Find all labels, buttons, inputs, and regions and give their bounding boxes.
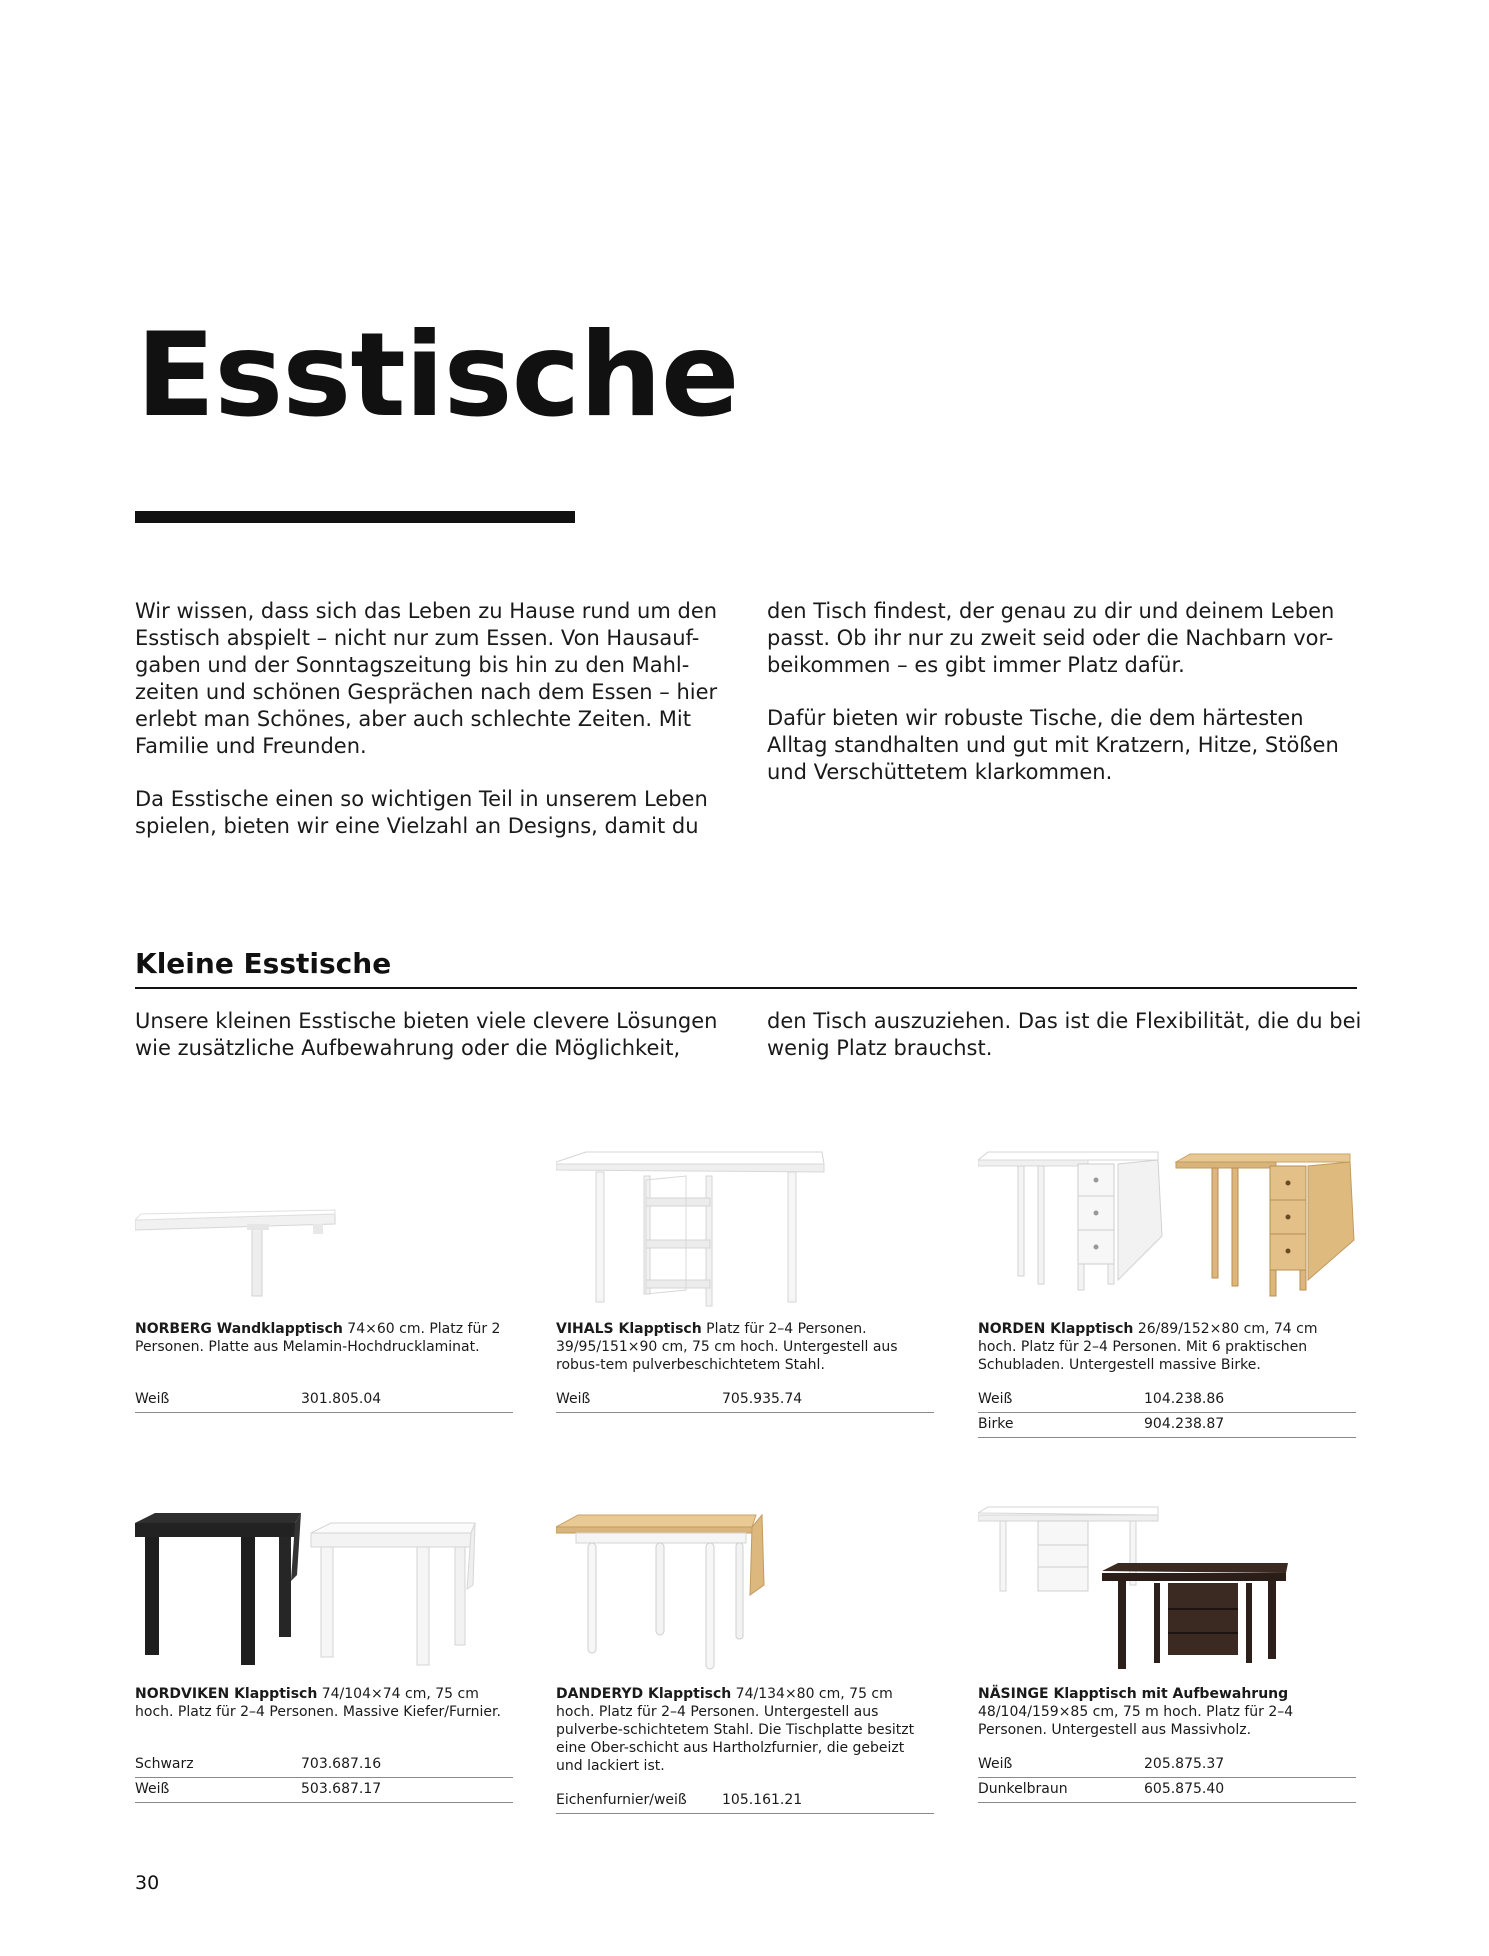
drop-leaf-table-black-white-icon — [135, 1505, 513, 1685]
product-name: NORBERG Wandklapptisch — [135, 1321, 343, 1337]
product-description — [978, 1320, 1356, 1374]
article-number: 904.238.87 — [1144, 1413, 1356, 1438]
product-description — [556, 1685, 934, 1775]
product-image-nordviken — [135, 1505, 513, 1685]
article-number: 605.875.40 — [1144, 1778, 1356, 1803]
article-number: 104.238.86 — [1144, 1388, 1356, 1413]
page-title: Esstische — [136, 308, 739, 443]
section-intro-right — [767, 1008, 1367, 1062]
product-card — [135, 1505, 513, 1803]
article-number: 105.161.21 — [722, 1789, 934, 1814]
section-text: den Tisch auszuziehen. Das ist die Flexibilität, die du bei wenig Platz brauchst. — [767, 1009, 1362, 1060]
gateleg-table-drawers-icon — [978, 1140, 1356, 1320]
product-name: VIHALS Klapptisch — [556, 1321, 702, 1337]
article-number: 705.935.74 — [722, 1388, 934, 1413]
product-description — [135, 1320, 513, 1374]
variant-table — [978, 1753, 1356, 1803]
product-name: NORDEN Klapptisch — [978, 1321, 1134, 1337]
intro-left-column — [135, 598, 735, 866]
product-details: 74/134×80 cm, 75 cm hoch. Platz für 2–4 Personen. Untergestell aus pulverbe-schichtetem Stahl. Die Tischplatte besitzt eine Ober-schicht aus Hartholzfurnier, die gebeizt und lackiert ist. — [556, 1686, 915, 1774]
variant-color: Weiß — [556, 1388, 722, 1413]
table-row — [978, 1388, 1356, 1413]
section-divider — [135, 987, 1357, 989]
table-row — [978, 1413, 1356, 1438]
variant-table — [556, 1388, 934, 1413]
article-number: 205.875.37 — [1144, 1753, 1356, 1778]
intro-paragraph: Wir wissen, dass sich das Leben zu Hause rund um den Esstisch abspielt – nicht nur zum Essen. Von Hausauf-gaben und der Sonntagszeitung bis hin zu den Mahl-zeiten und schönen Gesprächen nach dem Essen – hier erlebt man Schönes, aber auch schlechte Zeiten. Mit Familie und Freunden. — [135, 599, 718, 758]
drop-leaf-table-oak-white-icon — [556, 1505, 934, 1685]
gateleg-table-white-shelves-icon — [556, 1140, 934, 1320]
variant-color: Weiß — [135, 1388, 301, 1413]
table-row — [135, 1388, 513, 1413]
variant-color: Schwarz — [135, 1753, 301, 1778]
product-details: 74×60 cm. Platz für 2 Personen. Platte aus Melamin-Hochdrucklaminat. — [135, 1321, 501, 1355]
article-number: 703.687.16 — [301, 1753, 513, 1778]
intro-paragraph: Da Esstische einen so wichtigen Teil in unserem Leben spielen, bieten wir eine Vielzahl an Designs, damit du — [135, 787, 708, 838]
table-row — [135, 1753, 513, 1778]
article-number: 301.805.04 — [301, 1388, 513, 1413]
product-card — [556, 1505, 934, 1814]
table-row — [556, 1789, 934, 1814]
product-name: DANDERYD Klapptisch — [556, 1686, 732, 1702]
product-card — [978, 1505, 1356, 1803]
product-description — [556, 1320, 934, 1374]
product-details: 48/104/159×85 cm, 75 m hoch. Platz für 2–4 Personen. Untergestell aus Massivholz. — [978, 1704, 1294, 1738]
section-intro-left — [135, 1008, 735, 1062]
product-description — [135, 1685, 513, 1739]
product-description — [978, 1685, 1356, 1739]
gateleg-table-storage-icon — [978, 1505, 1356, 1685]
product-image-danderyd — [556, 1505, 934, 1685]
table-row — [556, 1388, 934, 1413]
variant-color: Weiß — [978, 1753, 1144, 1778]
wall-folding-table-white-icon — [135, 1140, 513, 1320]
product-image-naesinge — [978, 1505, 1356, 1685]
product-card — [978, 1140, 1356, 1438]
product-image-norberg — [135, 1140, 513, 1320]
variant-table — [135, 1388, 513, 1413]
section-title: Kleine Esstische — [135, 947, 392, 980]
variant-table — [556, 1789, 934, 1814]
title-underline — [135, 511, 575, 523]
article-number: 503.687.17 — [301, 1778, 513, 1803]
product-details: Platz für 2–4 Personen. 39/95/151×90 cm, 75 cm hoch. Untergestell aus robus-tem pulverbeschichtetem Stahl. — [556, 1321, 898, 1373]
variant-table — [978, 1388, 1356, 1438]
product-details: 74/104×74 cm, 75 cm hoch. Platz für 2–4 Personen. Massive Kiefer/Furnier. — [135, 1686, 501, 1720]
product-card — [556, 1140, 934, 1413]
table-row — [978, 1778, 1356, 1803]
variant-color: Dunkelbraun — [978, 1778, 1144, 1803]
variant-color: Weiß — [135, 1778, 301, 1803]
product-details: 26/89/152×80 cm, 74 cm hoch. Platz für 2–4 Personen. Mit 6 praktischen Schubladen. Untergestell massive Birke. — [978, 1321, 1318, 1373]
product-image-norden — [978, 1140, 1356, 1320]
table-row — [978, 1753, 1356, 1778]
variant-color: Eichenfurnier/weiß — [556, 1789, 722, 1814]
page-number: 30 — [135, 1872, 160, 1894]
product-image-vihals — [556, 1140, 934, 1320]
variant-table — [135, 1753, 513, 1803]
product-name: NÄSINGE Klapptisch mit Aufbewahrung — [978, 1686, 1289, 1702]
section-text: Unsere kleinen Esstische bieten viele clevere Lösungen wie zusätzliche Aufbewahrung oder die Möglichkeit, — [135, 1009, 718, 1060]
product-name: NORDVIKEN Klapptisch — [135, 1686, 318, 1702]
product-card — [135, 1140, 513, 1413]
intro-paragraph: Dafür bieten wir robuste Tische, die dem härtesten Alltag standhalten und gut mit Kratzern, Hitze, Stößen und Verschüttetem klarkommen. — [767, 706, 1339, 784]
intro-paragraph: den Tisch findest, der genau zu dir und deinem Leben passt. Ob ihr nur zu zweit seid oder die Nachbarn vor-beikommen – es gibt immer Platz dafür. — [767, 599, 1335, 677]
table-row — [135, 1778, 513, 1803]
intro-right-column — [767, 598, 1367, 812]
variant-color: Birke — [978, 1413, 1144, 1438]
variant-color: Weiß — [978, 1388, 1144, 1413]
